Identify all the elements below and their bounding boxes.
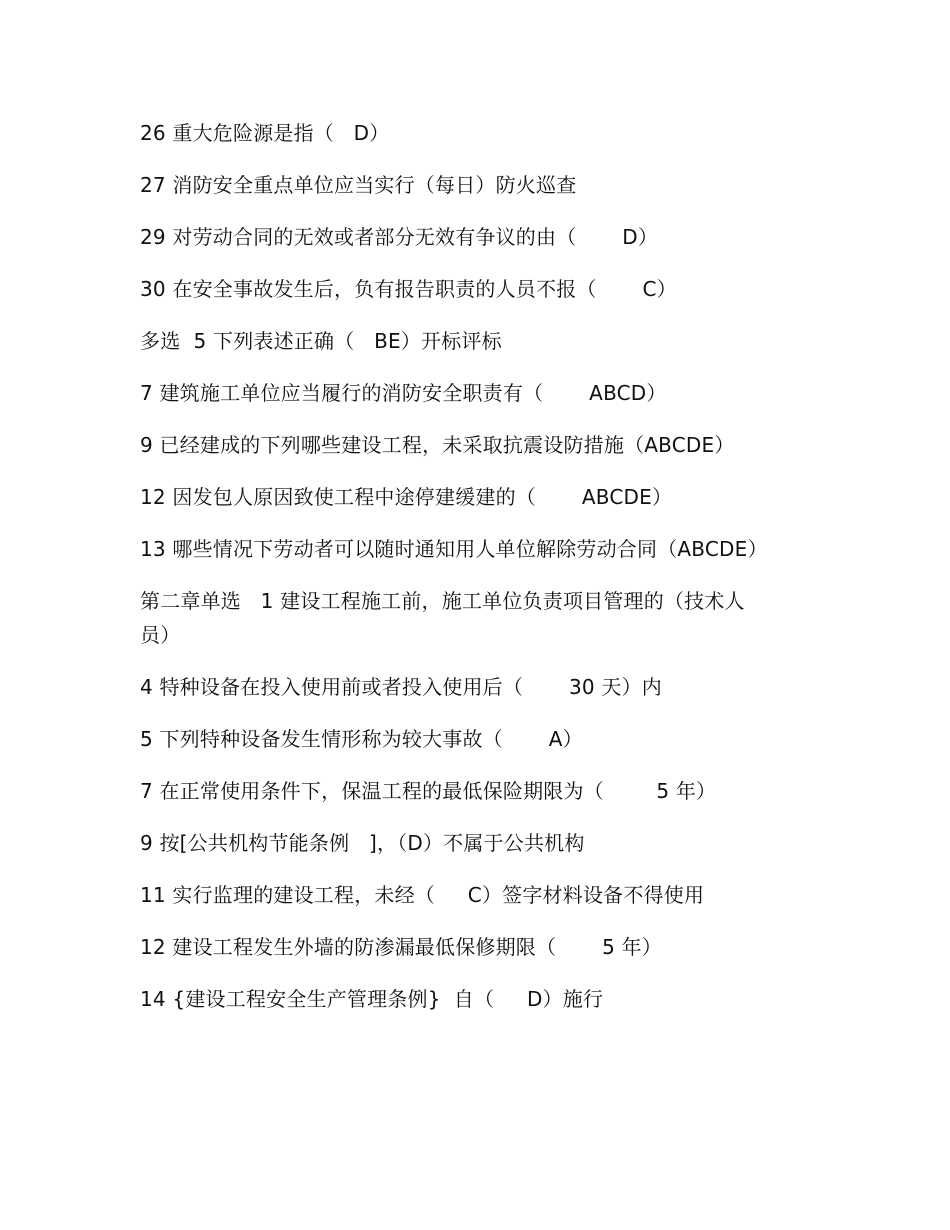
question-line-12b: 12 建设工程发生外墙的防渗漏最低保修期限（ 5 年）	[140, 935, 662, 959]
question-line-11: 11 实行监理的建设工程，未经（ C）签字材料设备不得使用	[140, 883, 705, 907]
chapter-two-line-1: 第二章单选 1 建设工程施工前，施工单位负责项目管理的（技术人员）	[140, 589, 745, 647]
multi-choice-line-5: 多选 5 下列表述正确（ BE）开标评标	[140, 329, 502, 353]
question-line-9: 9 已经建成的下列哪些建设工程，未采取抗震设防措施（ABCDE）	[140, 433, 735, 457]
question-line-29: 29 对劳动合同的无效或者部分无效有争议的由（ D）	[140, 225, 659, 249]
question-line-26: 26 重大危险源是指（ D）	[140, 121, 390, 145]
question-line-27: 27 消防安全重点单位应当实行（每日）防火巡查	[140, 173, 577, 197]
question-list	[140, 116, 768, 1034]
question-line-9b: 9 按[公共机构节能条例 ]，（D）不属于公共机构	[140, 831, 585, 855]
question-line-7: 7 建筑施工单位应当履行的消防安全职责有（ ABCD）	[140, 381, 667, 405]
question-line-7b: 7 在正常使用条件下，保温工程的最低保险期限为（ 5 年）	[140, 779, 717, 803]
question-line-14: 14 {建设工程安全生产管理条例} 自（ D）施行	[140, 987, 604, 1011]
question-line-13: 13 哪些情况下劳动者可以随时通知用人单位解除劳动合同（ABCDE）	[140, 537, 768, 561]
question-line-12a: 12 因发包人原因致使工程中途停建缓建的（ ABCDE）	[140, 485, 673, 509]
question-line-30: 30 在安全事故发生后，负有报告职责的人员不报（ C）	[140, 277, 677, 301]
question-line-4: 4 特种设备在投入使用前或者投入使用后（ 30 天）内	[140, 675, 662, 699]
question-line-5: 5 下列特种设备发生情形称为较大事故（ A）	[140, 727, 583, 751]
